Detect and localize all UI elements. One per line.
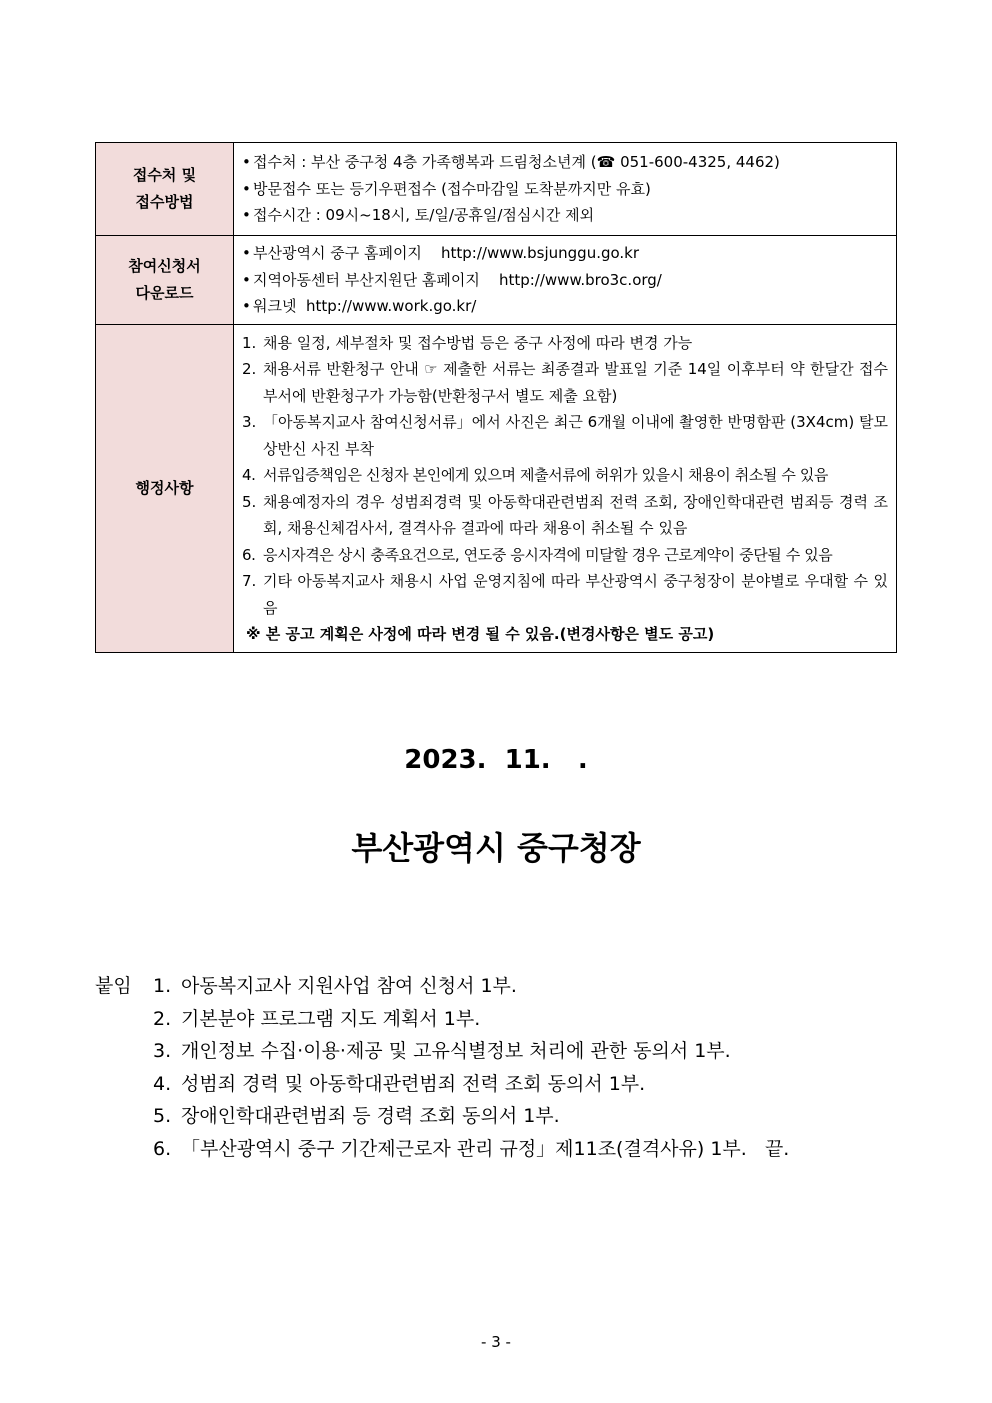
header-line: 참여신청서	[128, 257, 201, 275]
list-item	[95, 970, 789, 1003]
bullet-item: • 지역아동센터 부산지원단 홈페이지 http://www.bro3c.org/	[242, 267, 888, 294]
item-number: 2.	[242, 360, 257, 378]
item-text: 기본분야 프로그램 지도 계획서 1부.	[181, 1007, 481, 1030]
attachments-list	[95, 970, 789, 1165]
item-text: 서류입증책임은 신청자 본인에게 있으며 제출서류에 허위가 있을시 채용이 취소될 수 있음	[263, 466, 829, 484]
list-item	[95, 1035, 789, 1068]
table-row	[96, 143, 897, 236]
attachments-label: 붙임	[95, 975, 132, 997]
item-number: 5.	[242, 492, 257, 511]
bullet-item: • 방문접수 또는 등기우편접수 (접수마감일 도착분까지만 유효)	[242, 176, 888, 203]
issuer-name: 부산광역시 중구청장	[351, 829, 641, 867]
numbered-item	[242, 356, 888, 409]
numbered-item	[242, 330, 888, 357]
item-text: 아동복지교사 지원사업 참여 신청서 1부.	[181, 975, 517, 997]
item-text: 성범죄 경력 및 아동학대관련범죄 전력 조회 동의서 1부.	[181, 1072, 646, 1095]
item-number: 1.	[242, 333, 257, 352]
list-item	[95, 1133, 789, 1166]
list-item	[95, 1100, 789, 1133]
page-number: - 3 -	[481, 1333, 511, 1351]
row-header: 행정사항	[96, 325, 234, 653]
item-text: 기타 아동복지교사 채용시 사업 운영지침에 따라 부산광역시 중구청장이 분야별로 우대할 수 있음	[263, 572, 888, 617]
numbered-item	[242, 409, 888, 462]
item-text: 「아동복지교사 참여신청서류」에서 사진은 최근 6개월 이내에 촬영한 반명함판 (3X4cm) 탈모 상반신 사진 부착	[263, 413, 888, 458]
bullet-item: • 접수시간 : 09시~18시, 토/일/공휴일/점심시간 제외	[242, 202, 888, 229]
list-item	[95, 1068, 789, 1101]
item-number: 4.	[242, 466, 256, 484]
item-text: 채용서류 반환청구 안내 ☞ 제출한 서류는 최종결과 발표일 기준 14일 이후부터 약 한달간 접수부서에 반환청구가 가능함(반환청구서 별도 제출 요함)	[263, 360, 888, 405]
list-item	[95, 1003, 789, 1036]
row-header	[96, 143, 234, 236]
item-number: 3.	[242, 413, 257, 431]
table-row	[96, 236, 897, 325]
header-line: 다운로드	[135, 284, 194, 302]
item-number: 6.	[153, 1137, 172, 1160]
item-number: 6.	[242, 545, 256, 564]
numbered-item	[242, 462, 888, 489]
notice-note: ※ 본 공고 계획은 사정에 따라 변경 될 수 있음.(변경사항은 별도 공고)	[246, 625, 715, 643]
item-number: 4.	[153, 1072, 172, 1095]
item-number: 1.	[153, 975, 172, 997]
item-text: 개인정보 수집·이용·제공 및 고유식별정보 처리에 관한 동의서 1부.	[181, 1040, 731, 1062]
document-date: 2023. 11. .	[404, 745, 588, 775]
item-text: 「부산광역시 중구 기간제근로자 관리 규정」제11조(결격사유) 1부. 끝.	[181, 1137, 790, 1160]
bullet-item: • 접수처 : 부산 중구청 4층 가족행복과 드림청소년계 (☎ 051-600-4325, 4462)	[242, 149, 888, 176]
numbered-item	[242, 489, 888, 542]
row-header	[96, 236, 234, 325]
bullet-item: • 부산광역시 중구 홈페이지 http://www.bsjunggu.go.kr	[242, 240, 888, 267]
item-text: 채용예정자의 경우 성범죄경력 및 아동학대관련범죄 전력 조회, 장애인학대관련 범죄등 경력 조회, 채용신체검사서, 결격사유 결과에 따라 채용이 취소될 수 있음	[263, 492, 888, 537]
item-number: 5.	[153, 1105, 172, 1127]
row-content	[234, 236, 897, 325]
item-text: 채용 일정, 세부절차 및 접수방법 등은 중구 사정에 따라 변경 가능	[263, 333, 693, 352]
item-number: 2.	[153, 1007, 172, 1030]
row-content	[234, 143, 897, 236]
row-content	[234, 325, 897, 653]
item-text: 응시자격은 상시 충족요건으로, 연도중 응시자격에 미달할 경우 근로계약이 중단될 수 있음	[263, 545, 833, 564]
info-table	[95, 142, 897, 653]
numbered-item	[242, 568, 888, 621]
item-text: 장애인학대관련범죄 등 경력 조회 동의서 1부.	[181, 1105, 560, 1127]
numbered-item	[242, 542, 888, 569]
header-line: 접수처 및	[132, 166, 197, 184]
header-line: 접수방법	[135, 193, 194, 211]
table-row	[96, 325, 897, 653]
bullet-item: • 워크넷 http://www.work.go.kr/	[242, 293, 888, 320]
item-number: 7.	[242, 572, 257, 590]
item-number: 3.	[153, 1040, 172, 1062]
